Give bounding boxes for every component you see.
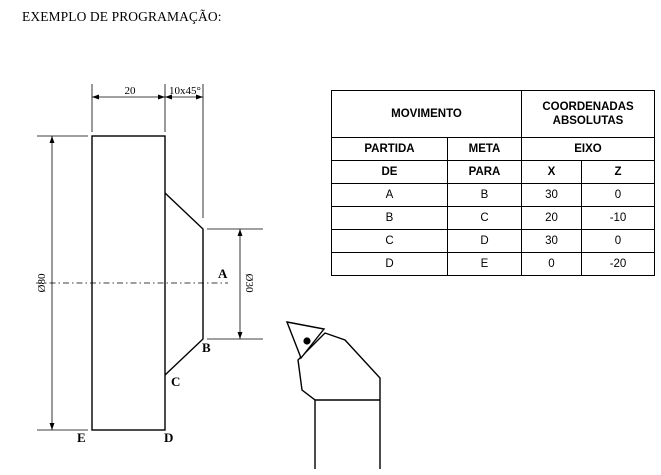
cell-x: 30 — [522, 184, 582, 207]
dimension-lines — [52, 97, 240, 430]
header-movement: MOVIMENTO — [332, 91, 522, 138]
table-header-row-3 — [332, 161, 655, 184]
header-start-line2: DE — [332, 161, 448, 184]
table-row — [332, 207, 655, 230]
header-start-line1: PARTIDA — [332, 138, 448, 161]
page-title: EXEMPLO DE PROGRAMAÇÃO: — [22, 9, 222, 24]
cell-z: -10 — [582, 207, 655, 230]
header-axis: EIXO — [522, 138, 655, 161]
cell-from: C — [332, 230, 448, 253]
workpiece-profile — [165, 193, 203, 375]
header-z: Z — [582, 161, 655, 184]
coordinates-table — [331, 90, 655, 276]
table-row — [332, 184, 655, 207]
cell-x: 0 — [522, 253, 582, 276]
cell-x: 20 — [522, 207, 582, 230]
tool-holder-outline — [298, 333, 380, 469]
cell-to: D — [448, 230, 522, 253]
table-header-row-2 — [332, 138, 655, 161]
dim-chamfer-label: 10x45° — [169, 85, 201, 97]
cell-from: D — [332, 253, 448, 276]
point-label-e: E — [77, 430, 86, 445]
cell-z: 0 — [582, 230, 655, 253]
cell-from: B — [332, 207, 448, 230]
dim-small-diameter-label: Ø30 — [243, 273, 255, 293]
header-coords-line2: ABSOLUTAS — [552, 115, 624, 127]
cell-z: 0 — [582, 184, 655, 207]
point-label-a: A — [218, 266, 228, 281]
header-coords-line1: COORDENADAS — [542, 101, 634, 113]
dim-big-diameter-label: Ø80 — [36, 273, 48, 293]
cell-to: C — [448, 207, 522, 230]
cell-x: 30 — [522, 230, 582, 253]
header-coordinates — [522, 91, 655, 138]
table-header-row-1 — [332, 91, 655, 138]
header-target-line1: META — [448, 138, 522, 161]
cell-to: B — [448, 184, 522, 207]
cell-to: E — [448, 253, 522, 276]
cell-z: -20 — [582, 253, 655, 276]
table-row — [332, 253, 655, 276]
cell-from: A — [332, 184, 448, 207]
header-x: X — [522, 161, 582, 184]
point-label-b: B — [202, 340, 211, 355]
tool-insert-screw — [303, 337, 310, 344]
point-label-d: D — [164, 430, 174, 445]
cutting-tool-icon — [287, 322, 380, 469]
point-label-c: C — [171, 374, 181, 389]
dim-width-label: 20 — [124, 85, 136, 97]
table-row — [332, 230, 655, 253]
header-target-line2: PARA — [448, 161, 522, 184]
